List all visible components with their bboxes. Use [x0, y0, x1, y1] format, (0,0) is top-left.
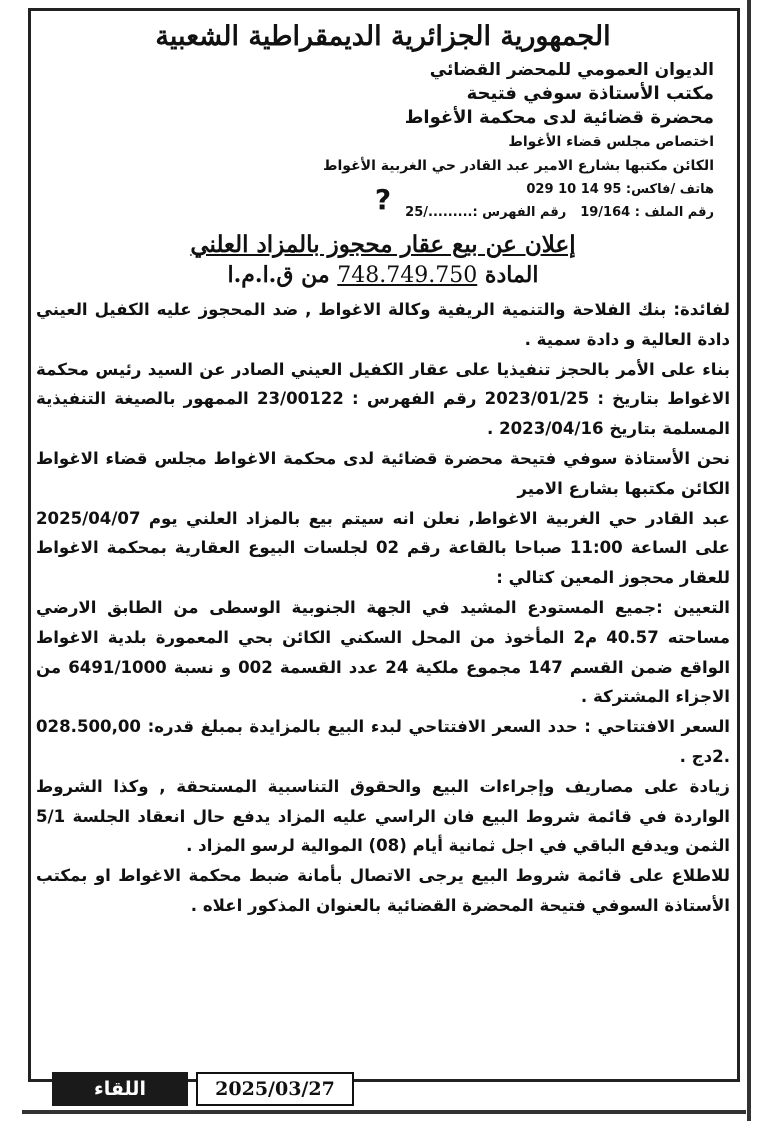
- paragraph-order: بناء على الأمر بالحجز تنفيذيا على عقار الكفيل العيني الصادر عن السيد رئيس محكمة الاغواط بتاريخ : 2023/01/25 رقم الفهرس : 23/00122 الممهور بالصيغة التنفيذية المسلمة بتاريخ 2023/04/16 .: [36, 359, 731, 439]
- index-number: رقم الفهرس :........./25: [405, 205, 567, 220]
- republic-heading: الجمهورية الجزائرية الديمقراطية الشعبية: [155, 21, 611, 52]
- right-rule: [747, 0, 751, 1121]
- jurisdiction-line: اختصاص مجلس قضاء الأغواط: [508, 134, 714, 150]
- paragraph-bailiff: نحن الأستاذة سوفي فتيحة محضرة قضائية لدى محكمة الاغواط مجلس قضاء الاغواط الكائن مكتبها بشارع الامير: [36, 448, 730, 498]
- handwritten-mark: ?: [374, 183, 392, 216]
- paragraph-beneficiary: لفائدة: بنك الفلاحة والتنمية الريفية وكالة الاغواط , ضد المحجوز عليه الكفيل العيني دادة العالية و دادة سمية .: [36, 300, 730, 349]
- newspaper-name: اللقاء: [52, 1072, 188, 1106]
- paragraph-conditions: زيادة على مصاريف وإجراءات البيع والحقوق التناسبية المستحقة , وكذا الشروط الواردة في قائمة شروط البيع فان الراسي عليه المزاد يدفع حال انعقاد الجلسة 5/1 الثمن ويدفع الباقي في اجل ثمانية أيام (08) الموالية لرسو المزاد .: [36, 776, 730, 856]
- publication-footer: [52, 1072, 354, 1106]
- bailiff-line: محضرة قضائية لدى محكمة الأغواط: [404, 107, 714, 128]
- announcement-title: إعلان عن بيع عقار محجوز بالمزاد العلني: [190, 231, 576, 258]
- article-suffix: من ق.ا.م.ا: [227, 262, 330, 288]
- article-prefix: المادة: [484, 262, 539, 288]
- file-number: رقم الملف : 19/164: [580, 205, 714, 220]
- address-line: الكائن مكتبها بشارع الامير عبد القادر حي الغربية الأغواط: [322, 158, 714, 174]
- phone-line: هاتف /فاكس: 95 14 10 029: [526, 182, 714, 197]
- bottom-rule: [22, 1110, 746, 1114]
- announcement: [36, 14, 730, 921]
- article-number: 748.749.750: [337, 263, 478, 288]
- publication-date: 2025/03/27: [196, 1072, 354, 1106]
- paragraph-opening-price: السعر الافتتاحي : حدد السعر الافتتاحي لبدء البيع بالمزايدة بمبلغ قدره: 028.500,00 .2دج .: [36, 717, 730, 766]
- article-reference: [36, 260, 730, 291]
- office-line: الديوان العمومي للمحضر القضائي: [429, 60, 714, 80]
- paragraph-sale-date: عبد القادر حي الغربية الاغواط, نعلن انه سيتم بيع بالمزاد العلني يوم 2025/04/07 على الساعة 11:00 صباحا بالقاعة رقم 02 لجلسات البيوع العقارية بمحكمة الاغواط للعقار محجوز المعين كتالي :: [36, 508, 730, 588]
- paragraph-consultation: للاطلاع على قائمة شروط البيع يرجى الاتصال بأمانة ضبط محكمة الاغواط او بمكتب الأستاذة السوفي فتيحة المحضرة القضائية بالعنوان المذكور اعلاه .: [36, 866, 730, 915]
- announcement-body: [36, 295, 730, 921]
- paragraph-designation: التعيين :جميع المستودع المشيد في الجهة الجنوبية الوسطى من الطابق الارضي مساحته 40.57 م2 المأخوذ من المحل السكني الكائن بحي المعمورة بلدية الاغواط الواقع ضمن القسم 147 مجموع ملكية 24 عدد القسمة 002 و نسبة 6491/1000 من الاجزاء المشتركة .: [36, 597, 731, 707]
- bureau-line: مكتب الأستاذة سوفي فتيحة: [466, 83, 714, 104]
